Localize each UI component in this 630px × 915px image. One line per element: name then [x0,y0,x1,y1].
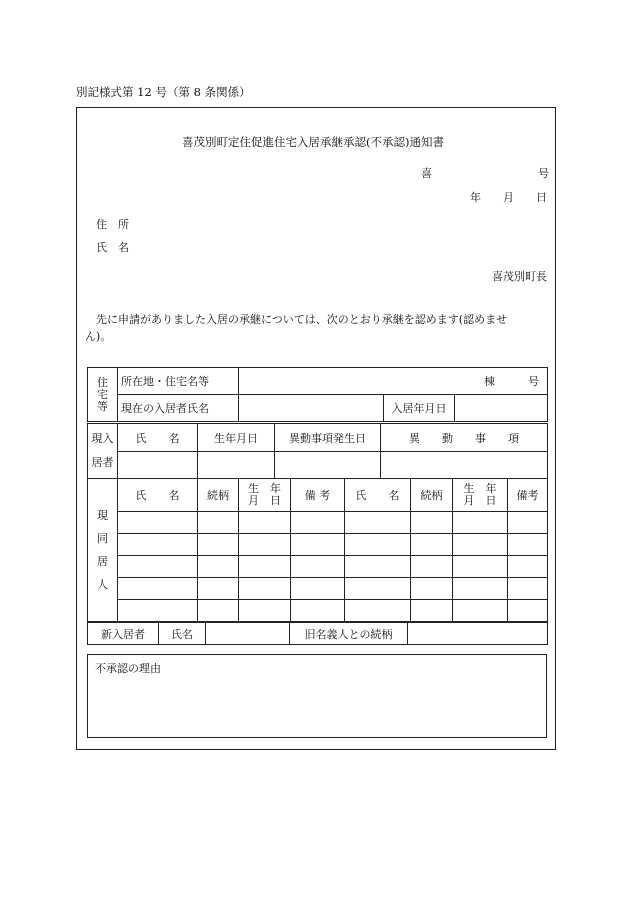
form-reference: 別記様式第 12 号（第 8 条関係） [76,85,251,99]
address-label: 住 所 [96,218,129,231]
current-birth-label: 生年月日 [198,424,275,452]
body-text-line-2: ん)。 [85,330,112,343]
housing-table [87,367,548,422]
location-label: 所在地・住宅名等 [118,368,239,395]
cohabitant-row-header: 現 同 居 人 [88,479,118,622]
body-text-line-1: 先に申請がありました入居の承継については、次のとおり承継を認めます(認めませ [96,313,508,326]
ward-label: 棟 号 [239,368,548,395]
new-resident-name-value [206,623,290,645]
move-in-date-value [455,395,548,422]
resident-name-label: 現在の入居者氏名 [118,395,239,422]
table-row [88,512,548,534]
housing-row-header: 住 宅 等 [88,368,118,422]
rejection-reason-box [87,654,547,738]
change-date-value [275,452,381,479]
cohab-birth-label-left: 生 年 月 日 [239,479,291,512]
document-date: 年 月 日 [470,191,547,204]
relation-to-former-label: 旧名義人との続柄 [290,623,408,645]
current-name-value [118,452,198,479]
cohab-remarks-label-left: 備 考 [291,479,345,512]
number-suffix: 号 [538,167,549,180]
change-date-label: 異動事項発生日 [275,424,381,452]
current-row-header: 現入 居者 [88,424,118,479]
new-resident-table [87,622,548,645]
cohab-name-label-right: 氏 名 [345,479,411,512]
new-resident-name-label: 氏名 [159,623,206,645]
table-row [88,556,548,578]
cohab-remarks-label-right: 備考 [508,479,548,512]
number-prefix: 喜 [421,167,432,180]
rejection-reason-label: 不承認の理由 [95,662,161,675]
issuer: 喜茂別町長 [492,270,547,283]
table-row [88,534,548,556]
relation-to-former-value [408,623,548,645]
name-label: 氏 名 [96,241,129,254]
document-title: 喜茂別町定住促進住宅入居承継承認(不承認)通知書 [182,135,444,149]
cohab-name-label-left: 氏 名 [118,479,198,512]
move-in-date-label: 入居年月日 [384,395,455,422]
resident-name-value [239,395,384,422]
cohab-relation-label-right: 続柄 [411,479,453,512]
cohabitant-table [87,478,548,622]
table-row [88,600,548,622]
current-name-label: 氏 名 [118,424,198,452]
table-row [88,578,548,600]
change-value [381,452,548,479]
current-resident-table [87,423,548,479]
cohab-birth-label-right: 生 年 月 日 [453,479,508,512]
cohab-relation-label-left: 続柄 [198,479,239,512]
change-label: 異 動 事 項 [381,424,548,452]
current-birth-value [198,452,275,479]
new-resident-label: 新入居者 [88,623,159,645]
